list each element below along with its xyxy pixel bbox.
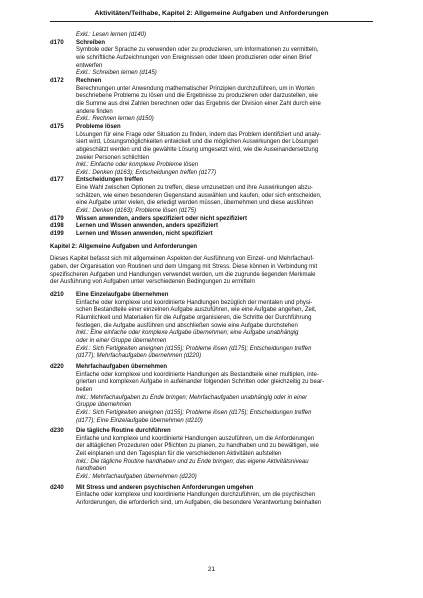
entry-description-line: Räumlichkeit und Materialien für die Aufgabe organisieren, die Schritte der Durchführung (76, 314, 312, 321)
entry-d240 (50, 485, 373, 508)
entry-title: Schreiben (76, 39, 106, 46)
entry-description-line: Symbole oder Sprache zu verwenden oder zu produzieren, um Informationen zu vermitteln, (76, 47, 319, 54)
entry-description-line: abgeschätzt werden und die gewählte Lösung umgesetzt wird, wie die Auseinandersetzung (76, 146, 319, 153)
entry-note-line: Exkl.: Rechnen lernen (d150) (76, 116, 154, 123)
header-divider (50, 21, 373, 22)
entry-note-line: handhaben (76, 466, 107, 473)
entry-code: d198 (50, 223, 64, 230)
entry-description-line: Anforderungen, die erforderlich sind, um Aufgaben, die besondere Verantwortung beinhalten (76, 500, 322, 507)
entry-code: d210 (50, 292, 64, 298)
entry-description-line: schen Bestandteile einer einzelnen Aufgabe auszuführen, wie eine Aufgabe angehen, Zeit, (76, 307, 317, 314)
entry-title: Eine Einzelaufgabe übernehmen (76, 292, 169, 298)
entry-d210 (50, 292, 373, 361)
entry-code: d199 (50, 231, 64, 238)
entry-note-line: (d177); Mehrfachaufgaben übernehmen (d220) (76, 353, 202, 360)
entry-description-line: Berechnungen unter Anwendung mathematischer Prinzipien durchzuführen, um in Worten (76, 85, 315, 92)
entry-description-line: beschriebene Probleme zu lösen und die Ergebnisse zu produzieren oder darzustellen, wie (76, 93, 318, 100)
entry-note-line: (d177); Eine Einzelaufgabe übernehmen (d210) (76, 417, 203, 424)
entry-title: Lernen und Wissen anwenden, nicht spezifiziert (76, 231, 213, 238)
entry-d220 (50, 364, 373, 425)
document-body (50, 32, 373, 508)
entry-note-line: Inkl.: Eine einfache oder komplexe Aufgabe übernehmen; eine Aufgabe unabhängig (76, 330, 299, 337)
entry-description-line: andere finden (76, 108, 113, 115)
entry-description-line: schätzen, wie einen besonderen Gegenstand auswählen und kaufen, oder sich entscheiden, (76, 192, 322, 199)
intro-line: gaben, der Organisation von Routinen und dem Umgang mit Stress. Diese können in Verbindung mit (50, 264, 318, 271)
entry-d177 (50, 177, 373, 215)
entry-d179 (50, 216, 373, 224)
entry-d198 (50, 223, 373, 231)
entry-description-line: entwerfen (76, 62, 103, 69)
entry-description-line: festlegen, die Aufgabe ausführen und abschließen sowie eine Aufgabe durchstehen (76, 322, 298, 329)
entry-title: Rechnen (76, 77, 102, 84)
entry-description-line: zweier Personen schlichten (76, 154, 150, 161)
entry-code: d172 (50, 77, 64, 84)
entry-description-line: grierten und komplexen Aufgabe in aufeinander folgenden Schritten oder gleichzeitig zu bear- (76, 379, 325, 386)
entry-description-line: Lösungen für eine Frage oder Situation zu finden, indem das Problem identifiziert und analy- (76, 131, 322, 138)
entry-note-line: Exkl.: Denken (d163); Entscheidungen treffen (d177) (76, 169, 217, 176)
entry-description-line: Einfache oder komplexe und koordinierte Handlungen durchzuführen, um die psychischen (76, 492, 316, 499)
page-number: 21 (207, 566, 216, 573)
entry-description-line: siert wird, Lösungsmöglichkeiten entwickelt und die möglichen Auswirkungen der Lösungen (76, 139, 319, 146)
chapter-intro (50, 256, 373, 287)
entry-note-line: Exkl.: Sich Fertigkeiten aneignen (d155); Probleme lösen (d175); Entscheidungen treffen (76, 409, 312, 416)
entry-d199 (50, 231, 373, 239)
entry-note-line: Inkl.: Mehrfachaufgaben zu Ende bringen; Mehrfachaufgaben unabhängig oder in einer (76, 394, 308, 401)
entry-note-line: Gruppe übernehmen (76, 402, 132, 409)
entry-title: Lernen und Wissen anwenden, anders spezifiziert (76, 223, 218, 230)
top-note: Exkl.: Lesen lernen (d140) (76, 32, 147, 38)
entry-code: d240 (50, 484, 64, 491)
entry-d175 (50, 124, 373, 178)
entry-note-line: Exkl.: Schreiben lernen (d145) (76, 70, 157, 77)
entry-note-line: Inkl.: Einfache oder komplexe Probleme lösen (76, 162, 199, 169)
entry-description-line: Zeit einplanen und den Tagesplan für die verschiedenen Aktivitäten aufstellen (76, 451, 282, 458)
entry-code: d170 (50, 39, 64, 46)
entry-d172 (50, 78, 373, 124)
entry-description-line: Eine Wahl zwischen Optionen zu treffen, diese umzusetzen und ihre Auswirkungen abzu- (76, 185, 313, 192)
entry-title: Mit Stress und anderen psychischen Anforderungen umgehen (76, 484, 254, 491)
entry-note-line: Inkl.: Die tägliche Routine handhaben und zu Ende bringen; das eigene Aktivitätsniveau (76, 458, 309, 465)
entry-code: d220 (50, 363, 64, 370)
entries-list-chapter-2 (50, 292, 373, 508)
entry-description-line: eine Aufgabe unter vielen, die erledigt werden müssen, übernehmen und diese ausführen (76, 200, 314, 207)
entry-description-line: Einfache oder komplexe und koordinierte Handlungen bezüglich der mentalen und physi- (76, 299, 313, 306)
entry-title: Die tägliche Routine durchführen (76, 428, 171, 435)
entry-d170 (50, 40, 373, 78)
entry-description-line: wie schriftliche Aufzeichnungen von Ereignissen oder Ideen produzieren oder einen Brief (76, 54, 312, 61)
intro-line: spezifischeren Aufgaben und Handlungen verwendet werden, um die zugrunde liegenden Merkmale (50, 271, 316, 278)
entry-note-line: Exkl.: Mehrfachaufgaben übernehmen (d220) (76, 474, 197, 481)
entry-code: d179 (50, 215, 64, 222)
entry-description-line: beiten (76, 386, 93, 393)
entry-title: Probleme lösen (76, 123, 121, 130)
entry-title: Entscheidungen treffen (76, 177, 144, 184)
entry-code: d177 (50, 177, 64, 184)
entry-note-line: Exkl.: Sich Fertigkeiten aneignen (d155); Probleme lösen (d175); Entscheidungen treffen (76, 345, 312, 352)
entry-description-line: Einfache und komplexe und koordinierte Handlungen auszuführen, um die Anforderungen (76, 435, 315, 442)
entry-note-line: Exkl.: Denken (d163); Probleme lösen (d175) (76, 208, 197, 215)
entry-title: Wissen anwenden, anders spezifiziert oder nicht spezifiziert (76, 215, 247, 222)
entries-list (50, 40, 373, 239)
top-note-row (50, 32, 373, 40)
entry-code: d175 (50, 123, 64, 130)
entry-code: d230 (50, 428, 64, 435)
entry-description-line: Einfache oder komplexe und koordinierte Handlungen als Bestandteile einer multiplen, inte- (76, 371, 319, 378)
chapter-title: Kapitel 2: Allgemeine Aufgaben und Anforderungen (50, 243, 198, 250)
entry-note-line: oder in einer Gruppe übernehmen (76, 337, 167, 344)
entry-title: Mehrfachaufgaben übernehmen (76, 363, 168, 370)
entry-description-line: die Summe aus drei Zahlen berechnen oder das Ergebnis der Division einer Zahl durch eine (76, 100, 321, 107)
intro-line: Dieses Kapitel befasst sich mit allgemeinen Aspekten der Ausführung von Einzel- und Mehrfachauf- (50, 256, 315, 263)
intro-line: der Ausführung von Aufgaben unter verschiedenen Bedingungen zu ermitteln (50, 279, 255, 286)
entry-description-line: der alltäglichen Prozeduren oder Pflichten zu planen, zu handhaben und zu bewältigen, wie (76, 443, 319, 450)
entry-d230 (50, 428, 373, 482)
page-header: Aktivitäten/Teilhabe, Kapitel 2: Allgemeine Aufgaben und Anforderungen (94, 10, 329, 17)
